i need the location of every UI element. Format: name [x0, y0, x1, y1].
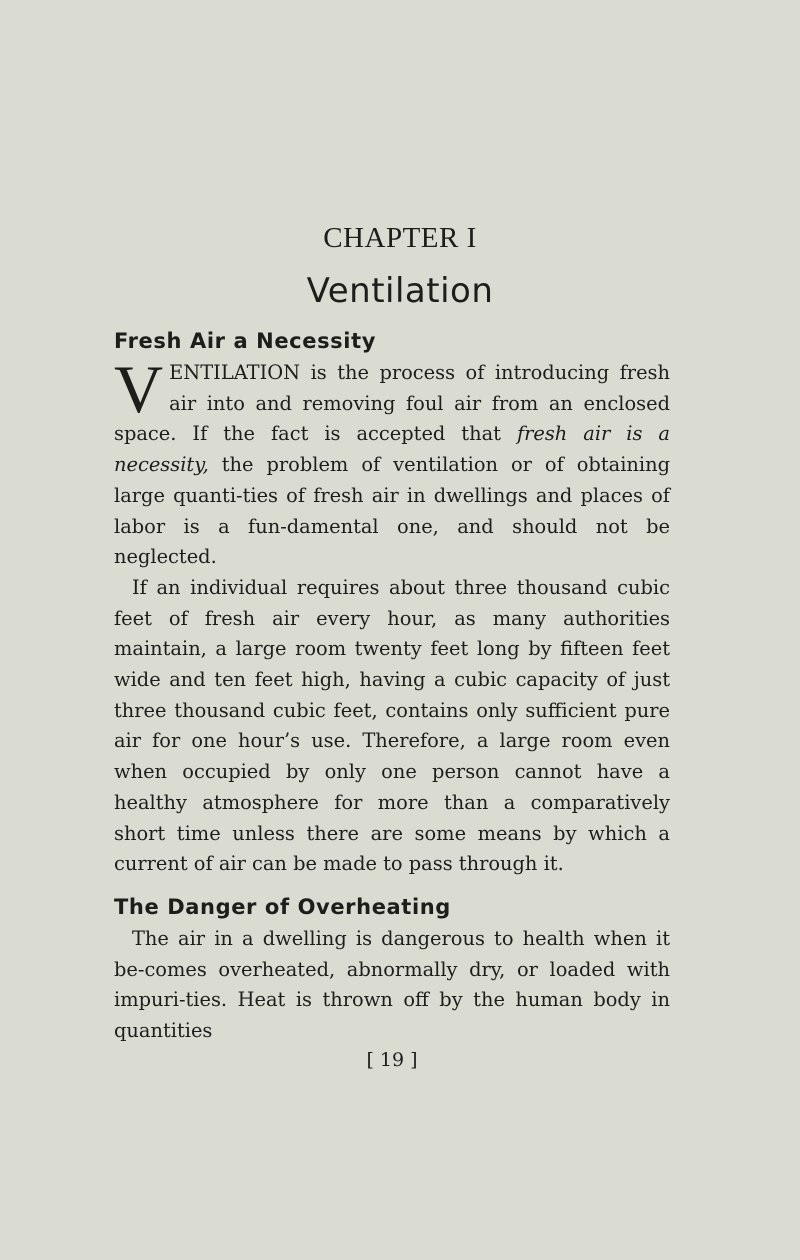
section-heading-fresh-air: Fresh Air a Necessity [114, 329, 376, 353]
section-heading-overheating: The Danger of Overheating [114, 894, 451, 919]
page-number: [ 19 ] [366, 1048, 418, 1071]
book-page [114, 220, 670, 1073]
paragraph-air-requirement: If an individual requires about three thousand cubic feet of fresh air every hour, as many authorities maintain, a large room twenty feet long by fifteen feet wide and ten feet high, having a cubic capacity of just three thousand cubic feet, contains only sufficient pure air for one hour’s use. Therefore, a large room even when occupied by only one person cannot have a healthy atmosphere for more than a comparatively short time unless there are some means by which a current of air can be made to pass through it. [114, 575, 670, 876]
paragraph-overheating: The air in a dwelling is dangerous to health when it be-comes overheated, abnormally dry, or loaded with impuri-ties. Heat is thrown off by the human body in quantities [114, 926, 670, 1043]
paragraph-text: the problem of ventilation or of obtaining large quanti-ties of fresh air in dwellings and places of labor is a fun-damental one, and should not be neglected. [114, 453, 670, 569]
chapter-title: Ventilation [306, 271, 494, 311]
paragraph-ventilation-definition [114, 351, 670, 573]
paragraph-text: ENTILATION is the process of introducing fresh air into and removing foul air from an enclosed space. If the fact is accepted that [114, 361, 670, 446]
emphasized-text: fresh air is a necessity, [114, 422, 670, 477]
chapter-label: CHAPTER I [323, 222, 477, 254]
drop-cap: V [114, 351, 164, 427]
